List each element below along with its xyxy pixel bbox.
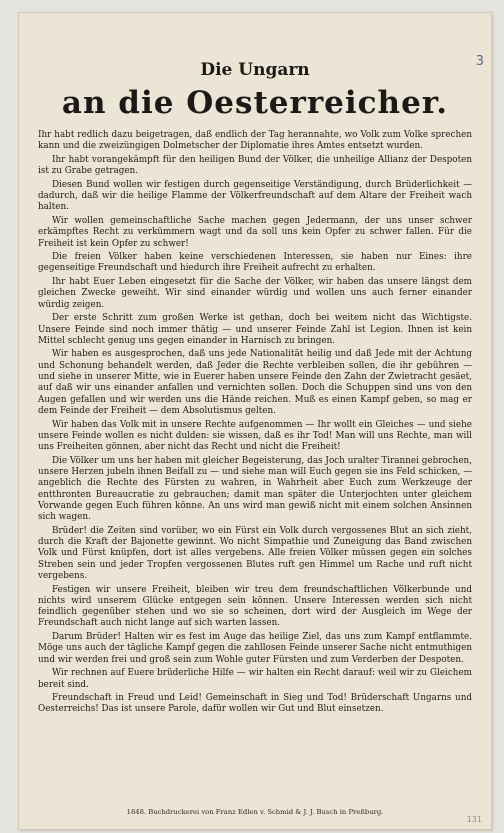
printer-imprint: 1848. Buchdruckerei von Franz Edlen v. Schmid & J. J. Busch in Preßburg.: [126, 808, 384, 816]
handwritten-ref-mark: 3: [475, 54, 484, 69]
paragraph: Diesen Bund wollen wir festigen durch gegenseitige Verständigung, durch Brüderlichkeit — dadurch, daß wir die heilige Flamme der Völkerfreundschaft auf dem Altare der Freiheit wach halten.: [38, 179, 472, 213]
paragraph: Die freien Völker haben keine verschiedenen Interessen, sie haben nur Eines: ihre gegenseitige Freundschaft und hiedurch ihre Freiheit aufrecht zu erhalten.: [38, 252, 472, 274]
title-line-2: an die Oesterreicher.: [61, 85, 449, 121]
paragraph: Ihr habt Euer Leben eingesetzt für die Sache der Völker, wir haben das unsere längst dem gleichen Zwecke geweiht. Wir sind einander würdig und wollen uns auch ferner einander würdig zeigen.: [38, 277, 472, 310]
body-text: [38, 130, 472, 718]
paragraph: Ihr habt vorangekämpft für den heiligen Bund der Völker, die unheilige Allianz der Despoten ist zu Grabe getragen.: [38, 154, 472, 177]
paragraph: Ihr habt redlich dazu beigetragen, daß endlich der Tag herannahte, wo Volk zum Volke sprechen kann und die zweizüngigen Dolmetscher der Diplomatie ihres Amtes entsetzt wurden.: [38, 130, 472, 152]
paragraph: Festigen wir unsere Freiheit, bleiben wir treu dem freundschaftlichen Völkerbunde und nichts wird unserem Glücke entgegen sein können. Unsere Interessen werden sich nicht feindlich gegenüber stehen und wo sie so scheinen, dort wird der Ausgleich im Wege der Freundschaft auch nicht lange auf sich warten lassen.: [38, 584, 472, 629]
paragraph: Wir rechnen auf Euere brüderliche Hilfe — wir halten ein Recht darauf: weil wir zu Gleichem bereit sind.: [38, 668, 472, 690]
paragraph: Freundschaft in Freud und Leid! Gemeinschaft in Sieg und Tod! Brüderschaft Ungarns und Oesterreichs! Das ist unsere Parole, dafür wollen wir Gut und Blut einsetzen.: [38, 693, 472, 715]
paragraph: Die Völker um uns her haben mit gleicher Begeisterung, das Joch uralter Tirannei gebrochen, unsere Herzen jubeln ihnen Beifall zu — und siehe man will Euch gegen sie ins Feld schicken, — angeblich die Rechte des Fürsten zu wahren, in Wahrheit aber Euch zum Werkzeuge der entthronten Bureaucratie zu gebrauchen; damit man später die Unterjochten unter gleichem Vorwande gegen Euch führen könne. An uns wird man gewiß nicht mit einem solchen Ansinnen sich wagen.: [38, 455, 472, 523]
paragraph: Wir haben das Volk mit in unsere Rechte aufgenommen — Ihr wollt ein Gleiches — und siehe unsere Feinde wollen es nicht dulden: sie wissen, daß es ihr Tod! Man will uns Rechte, man will uns Freiheiten gönnen, aber nicht das Recht und nicht die Freiheit!: [38, 419, 472, 453]
paragraph: Wir wollen gemeinschaftliche Sache machen gegen Jedermann, der uns unser schwer erkämpftes Recht zu verkümmern wagt und da soll uns kein Opfer zu schwer fallen. Für die Freiheit ist kein Opfer zu schwer!: [38, 215, 472, 249]
title-line-1: Die Ungarn: [200, 60, 310, 80]
paragraph: Brüder! die Zeiten sind vorüber, wo ein Fürst ein Volk durch vergossenes Blut an sich zieht, durch die Kraft der Bajonette gewinnt. Wo nicht Simpathie und Zuneigung das Band zwischen Volk und Fürst knüpfen, dort ist alles vergebens. Alle freien Völker müssen gegen ein solches Streben sein und jeder Tropfen vergossenen Blutes ruft gen Himmel um Rache und ruft nicht vergebens.: [38, 525, 472, 581]
archive-number: 131: [466, 815, 482, 824]
paragraph: Wir haben es ausgesprochen, daß uns jede Nationalität heilig und daß Jede mit der Achtung und Schonung behandelt werden, daß Jeder die Rechte verbleiben sollen, die ihr gebühren — und siehe in unserer Mitte, wie in Euerer haben unsere Feinde den Zahn der Zwietracht gesäet, auf daß wir uns einander anfallen und vernichten sollen. Doch die Schuppen sind uns von den Augen gefallen und wir werden uns die Hände reichen. Muß es einen Kampf geben, so mag er dem Feinde der Freiheit — dem Absolutismus gelten.: [38, 349, 472, 416]
document-sheet: [18, 12, 492, 830]
paragraph: Der erste Schritt zum großen Werke ist gethan, doch bei weitem nicht das Wichtigste. Unsere Feinde sind noch immer thätig — und unserer Feinde Zahl ist Legion. Ihnen ist kein Mittel schlecht genug uns gegen einander in Harnisch zu bringen.: [38, 313, 472, 346]
paragraph: Darum Brüder! Halten wir es fest im Auge das heilige Ziel, das uns zum Kampf entflammte. Möge uns auch der tägliche Kampf gegen die zahllosen Feinde unserer Sache nicht entmuthigen und wir werden frei und groß sein zum Wohle guter Fürsten und zum Verderben der Despoten.: [38, 632, 472, 665]
